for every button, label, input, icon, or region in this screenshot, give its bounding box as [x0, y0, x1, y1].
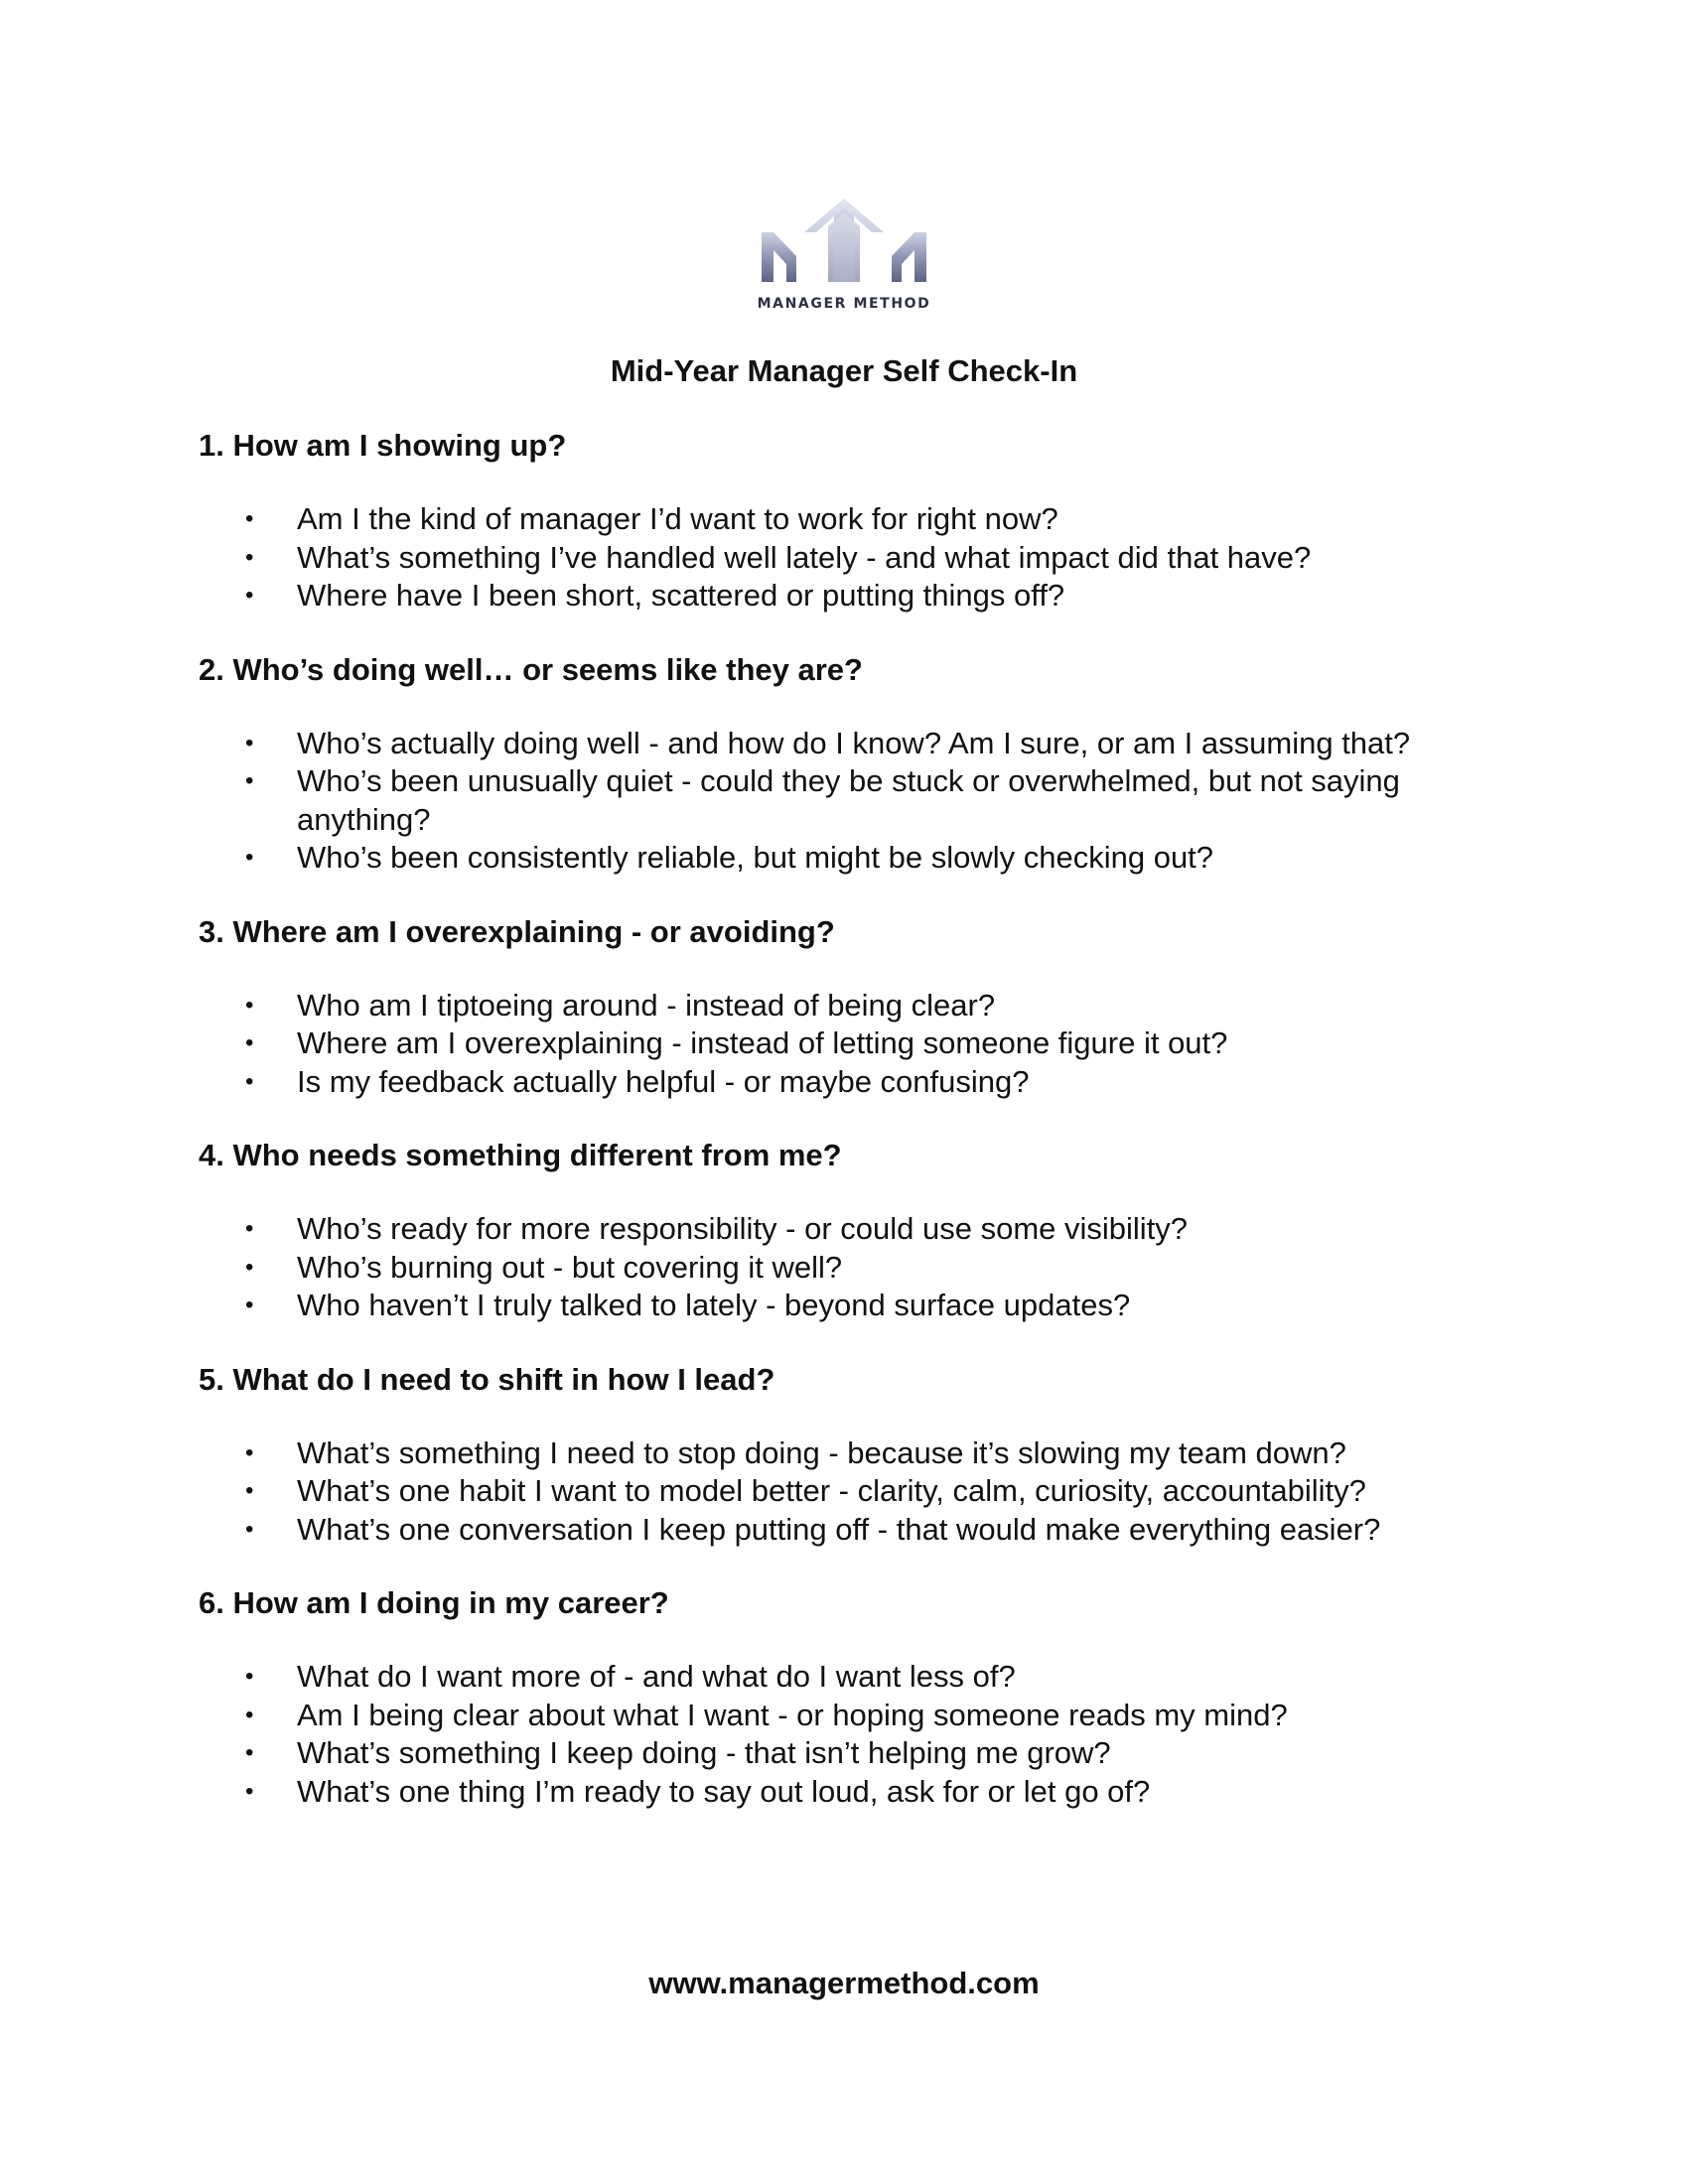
question-text: Is my feedback actually helpful - or maybe confusing?: [297, 1063, 1030, 1099]
question-list: [199, 987, 1509, 1102]
question-text: Where have I been short, scattered or putting things off?: [297, 578, 1065, 613]
question-text: Who’s been consistently reliable, but might be slowly checking out?: [297, 840, 1214, 875]
section-heading: 5. What do I need to shift in how I lead?: [199, 1361, 775, 1397]
bullet-icon: •: [245, 1292, 254, 1318]
list-item: [199, 1434, 1509, 1473]
list-item: [199, 725, 1509, 763]
question-text: Who haven’t I truly talked to lately - beyond surface updates?: [297, 1288, 1131, 1322]
question-list: [199, 1434, 1509, 1550]
website-footer: www.managermethod.com: [648, 1966, 1040, 2000]
question-text: Who’s ready for more responsibility - or could use some visibility?: [297, 1211, 1189, 1246]
bullet-icon: •: [245, 1701, 254, 1728]
section-3: [199, 913, 1509, 1102]
bullet-icon: •: [245, 1777, 254, 1805]
bullet-icon: •: [245, 1253, 254, 1281]
list-item: [199, 762, 1509, 839]
list-item: [199, 1697, 1509, 1735]
question-text: Who’s burning out - but covering it well?: [297, 1249, 843, 1285]
manager-method-logo: [745, 195, 943, 324]
question-text: Am I the kind of manager I’d want to work for right now?: [297, 501, 1058, 536]
bullet-icon: •: [245, 1215, 254, 1242]
bullet-icon: •: [245, 991, 254, 1019]
question-text: What’s one thing I’m ready to say out loud, ask for or let go of?: [297, 1773, 1151, 1809]
bullet-icon: •: [245, 1739, 254, 1766]
section-heading: 6. How am I doing in my career?: [199, 1585, 669, 1620]
question-text: What’s something I keep doing - that isn’t helping me grow?: [297, 1735, 1111, 1770]
bullet-icon: •: [245, 582, 254, 609]
question-list: [199, 1658, 1509, 1811]
list-item: [199, 1472, 1509, 1511]
question-text: Am I being clear about what I want - or hoping someone reads my mind?: [297, 1697, 1288, 1732]
list-item: [199, 1063, 1509, 1102]
list-item: [199, 987, 1509, 1025]
question-list: [199, 500, 1509, 615]
checkin-content: [199, 427, 1509, 1846]
question-text: Who am I tiptoeing around - instead of being clear?: [297, 987, 996, 1023]
bullet-icon: •: [245, 1515, 254, 1543]
bullet-icon: •: [245, 729, 254, 756]
bullet-icon: •: [245, 1438, 254, 1466]
question-text: What’s one conversation I keep putting off - that would make everything easier?: [297, 1511, 1381, 1547]
list-item: [199, 1658, 1509, 1697]
question-text: What’s something I need to stop doing - because it’s slowing my team down?: [297, 1434, 1346, 1470]
section-4: [199, 1137, 1509, 1325]
list-item: [199, 1210, 1509, 1249]
question-list: [199, 725, 1509, 878]
question-text: Where am I overexplaining - instead of letting someone figure it out?: [297, 1025, 1228, 1060]
list-item: [199, 500, 1509, 539]
section-5: [199, 1361, 1509, 1550]
section-1: [199, 427, 1509, 615]
section-heading: 1. How am I showing up?: [199, 428, 567, 463]
section-heading: 2. Who’s doing well… or seems like they are?: [199, 651, 863, 687]
bullet-icon: •: [245, 1067, 254, 1095]
logo-wordmark: MANAGER METHOD: [757, 296, 931, 312]
mm-arrow-logo-icon: [745, 195, 943, 306]
list-item: [199, 1287, 1509, 1325]
bullet-icon: •: [245, 1663, 254, 1690]
section-2: [199, 651, 1509, 878]
list-item: [199, 1511, 1509, 1550]
bullet-icon: •: [245, 767, 254, 794]
question-list: [199, 1210, 1509, 1325]
page-title: Mid-Year Manager Self Check-In: [610, 353, 1078, 388]
question-text: What’s one habit I want to model better - clarity, calm, curiosity, accountability?: [297, 1473, 1366, 1508]
section-6: [199, 1584, 1509, 1811]
list-item: [199, 1773, 1509, 1812]
list-item: [199, 1734, 1509, 1773]
question-text: What’s something I’ve handled well lately - and what impact did that have?: [297, 539, 1312, 575]
bullet-icon: •: [245, 1029, 254, 1056]
list-item: [199, 839, 1509, 878]
list-item: [199, 539, 1509, 578]
list-item: [199, 1024, 1509, 1063]
question-text: Who’s been unusually quiet - could they be stuck or overwhelmed, but not saying anything?: [297, 763, 1400, 837]
bullet-icon: •: [245, 505, 254, 532]
bullet-icon: •: [245, 1477, 254, 1504]
section-heading: 3. Where am I overexplaining - or avoiding?: [199, 913, 835, 949]
section-heading: 4. Who needs something different from me?: [199, 1138, 842, 1172]
bullet-icon: •: [245, 543, 254, 571]
bullet-icon: •: [245, 844, 254, 871]
question-text: Who’s actually doing well - and how do I know? Am I sure, or am I assuming that?: [297, 725, 1411, 760]
question-text: What do I want more of - and what do I want less of?: [297, 1659, 1016, 1694]
list-item: [199, 1249, 1509, 1288]
list-item: [199, 577, 1509, 615]
